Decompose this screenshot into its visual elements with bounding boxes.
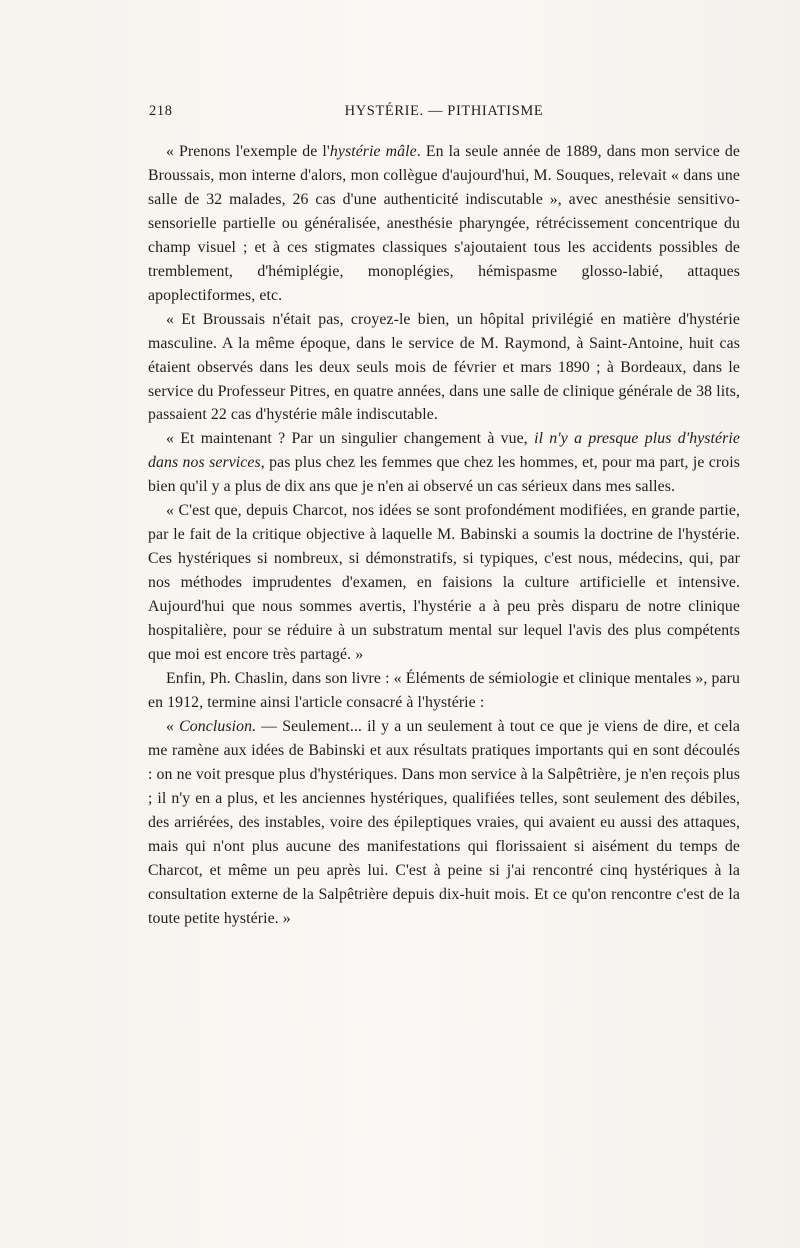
paragraph: Enfin, Ph. Chaslin, dans son livre : « Éléments de sémiologie et clinique mentales », paru en 1912, termine ainsi l'article consacré à l'hystérie :	[148, 669, 740, 711]
running-header	[149, 103, 739, 123]
paragraph: « Conclusion. — Seulement... il y a un seulement à tout ce que je viens de dire, et cela me ramène aux idées de Babinski et aux résultats pratiques importants qui en sont découlés : on ne voit presque plus d'hystériques. Dans mon service à la Salpêtrière, je n'en reçois plus ; il n'y en a plus, et les anciennes hystériques, qualifiées telles, sont seulement des débiles, des arriérées, des instables, voire des épileptiques vraies, qui avaient eu aussi des attaques, mais qui n'ont plus aucune des manifestations qui florissaient si aisément du temps de Charcot, et même un peu après lui. C'est à peine si j'ai rencontré cinq hystériques à la consultation externe de la Salpêtrière depuis dix-huit mois. Et ce qu'on rencontre c'est de la toute petite hystérie. »	[148, 717, 740, 927]
paragraph: « Et Broussais n'était pas, croyez-le bien, un hôpital privilégié en matière d'hystérie masculine. A la même époque, dans le service de M. Raymond, à Saint-Antoine, huit cas étaient observés dans les deux seuls mois de février et mars 1890 ; à Bordeaux, dans le service du Professeur Pitres, en quatre années, dans une salle de clinique générale de 38 lits, passaient 22 cas d'hystérie mâle indiscutable.	[148, 310, 740, 424]
page-number: 218	[149, 103, 173, 119]
paragraph: « C'est que, depuis Charcot, nos idées se sont profondément modifiées, en grande partie, par le fait de la critique objective à laquelle M. Babinski a soumis la doctrine de l'hystérie. Ces hystériques si nombreux, si démonstratifs, si typiques, c'est nous, médecins, qui, par nos méthodes imprudentes d'examen, en faisions la culture artificielle et intensive. Aujourd'hui que nous sommes avertis, l'hystérie a à peu près disparu de notre clinique hospitalière, pour se réduire à un substratum mental sur lequel l'avis des plus compétents que moi est encore très partagé. »	[148, 502, 740, 664]
paragraph: « Et maintenant ? Par un singulier changement à vue, il n'y a presque plus d'hystérie dans nos services, pas plus chez les femmes que chez les hommes, et, pour ma part, je crois bien qu'il y a plus de dix ans que je n'en ai observé un cas sérieux dans mes salles.	[148, 430, 741, 496]
body-text	[148, 140, 740, 930]
paragraph: « Prenons l'exemple de l'hystérie mâle. En la seule année de 1889, dans mon service de Broussais, mon interne d'alors, mon collègue d'aujourd'hui, M. Souques, relevait « dans une salle de 32 malades, 26 cas d'une authenticité indiscutable », avec anesthésie sensitivo-sensorielle partielle ou généralisée, anesthésie pharyngée, rétrécissement concentrique du champ visuel ; et à ces stigmates classiques s'ajoutaient tous les accidents possibles de tremblement, d'hémiplégie, monoplégies, hémispasme glosso-labié, attaques apoplectiformes, etc.	[148, 143, 741, 304]
running-head-title: HYSTÉRIE. — PITHIATISME	[344, 103, 544, 119]
